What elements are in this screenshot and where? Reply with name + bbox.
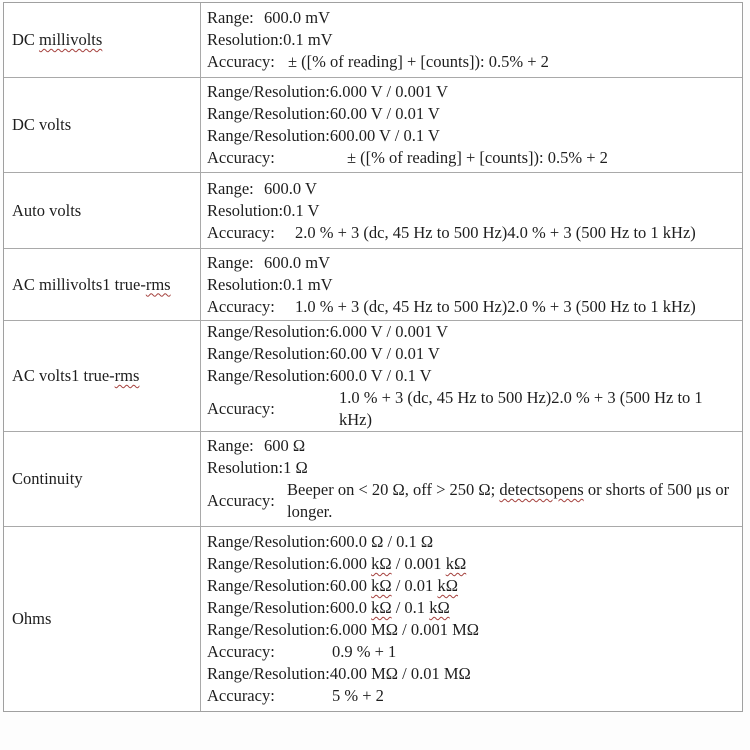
row-label-cell [4,527,201,711]
table-row-dc-volts [4,78,742,174]
row-label: Continuity [12,468,83,488]
spec-value: 600.0 kΩ / 0.1 kΩ [329,597,450,617]
spec-value: 600.0 V [264,178,317,198]
spec-key: Range/Resolution: [207,365,330,385]
spec-value: ± ([% of reading] + [counts]): 0.5% + 2 [347,148,608,168]
spec-key: Range/Resolution: [207,553,330,573]
spec-line [207,365,738,387]
spec-line [207,685,738,707]
spec-line [207,274,738,296]
spec-line [207,252,738,274]
spec-value: 600.0 mV [264,252,330,272]
spec-line [207,321,738,343]
spec-value: 600.0 Ω / 0.1 Ω [329,531,434,551]
spec-key: Accuracy: [207,148,275,168]
spec-value: 6.000 V / 0.001 V [329,82,449,102]
spec-key: Range: [207,435,254,455]
spec-key: Resolution: [207,274,284,294]
spec-value: 2.0 % + 3 (dc, 45 Hz to 500 Hz)4.0 % + 3 (500 Hz to 1 kHz) [295,222,696,242]
spec-value: ± ([% of reading] + [counts]): 0.5% + 2 [288,51,549,71]
spec-value: 1.0 % + 3 (dc, 45 Hz to 500 Hz)2.0 % + 3 (500 Hz to 1 kHz) [339,387,703,429]
table-row-ac-volts [4,321,742,432]
spec-value: 0.1 mV [283,29,333,49]
row-spec-cell [201,3,742,77]
spec-key: Resolution: [207,29,284,49]
spec-line [207,457,738,479]
spec-key: Accuracy: [207,641,275,661]
spec-line [207,296,738,318]
spec-key: Range: [207,7,254,27]
row-spec-cell [201,249,742,320]
spec-key: Resolution: [207,200,284,220]
spec-value: 40.00 MΩ / 0.01 MΩ [329,663,471,683]
spec-value: 600.00 V / 0.1 V [329,126,440,146]
spec-value: 6.000 kΩ / 0.001 kΩ [329,553,467,573]
spec-line [207,7,738,29]
spec-value: 600.0 mV [264,7,330,27]
spec-line [207,387,738,431]
spec-line [207,553,738,575]
spec-value: 6.000 MΩ / 0.001 MΩ [329,619,480,639]
spec-key: Accuracy: [207,398,275,418]
table-row-ohms [4,527,742,711]
row-label: AC millivolts1 true-rms [12,274,171,294]
row-label: Auto volts [12,200,82,220]
table-row-auto-volts [4,173,742,249]
table-row-dc-millivolts [4,3,742,78]
spec-key: Range/Resolution: [207,82,330,102]
spec-line [207,597,738,619]
spec-line [207,343,738,365]
spec-line [207,641,738,663]
spec-line [207,200,738,222]
spec-key: Range/Resolution: [207,663,330,683]
row-label: Ohms [12,608,52,628]
spec-value: 600 Ω [264,435,306,455]
row-spec-cell [201,78,742,173]
spec-key: Accuracy: [207,490,275,510]
spec-key: Range/Resolution: [207,343,330,363]
spec-key: Range/Resolution: [207,531,330,551]
spec-line [207,125,738,147]
row-label: DC volts [12,115,72,135]
spec-value: 60.00 V / 0.01 V [329,104,440,124]
row-label-cell [4,173,201,248]
spec-key: Range: [207,252,254,272]
row-spec-cell [201,432,742,526]
spec-key: Resolution: [207,457,284,477]
spec-key: Range/Resolution: [207,104,330,124]
spec-key: Accuracy: [207,51,275,71]
row-label-cell [4,78,201,173]
spec-line [207,575,738,597]
spec-value: 0.1 mV [283,274,333,294]
spec-key: Range/Resolution: [207,619,330,639]
spec-value: Beeper on < 20 Ω, off > 250 Ω; detectsopens or shorts of 500 μs or longer. [287,479,730,521]
spec-value: 0.1 V [283,200,320,220]
spec-key: Range/Resolution: [207,575,330,595]
row-spec-cell [201,527,742,711]
spec-line [207,103,738,125]
row-label-cell [4,321,201,431]
spec-line [207,29,738,51]
spec-key: Accuracy: [207,222,275,242]
spec-value: 5 % + 2 [332,685,384,705]
spec-value: 0.9 % + 1 [332,641,397,661]
spec-key: Accuracy: [207,685,275,705]
spec-key: Range: [207,178,254,198]
spec-line [207,178,738,200]
row-label-cell [4,3,201,77]
spec-key: Range/Resolution: [207,321,330,341]
spec-line [207,222,738,244]
spec-line [207,479,738,523]
spec-line [207,147,738,169]
spec-value: 600.0 V / 0.1 V [329,365,432,385]
spec-line [207,619,738,641]
spec-line [207,435,738,457]
spec-value: 1 Ω [283,457,308,477]
row-label: DC millivolts [12,29,103,49]
row-label-cell [4,432,201,526]
spec-line [207,51,738,73]
row-spec-cell [201,321,742,431]
row-label-cell [4,249,201,320]
row-spec-cell [201,173,742,248]
spec-key: Range/Resolution: [207,597,330,617]
spec-value: 60.00 V / 0.01 V [329,343,440,363]
spec-value: 1.0 % + 3 (dc, 45 Hz to 500 Hz)2.0 % + 3 (500 Hz to 1 kHz) [295,296,696,316]
table-row-continuity [4,432,742,527]
spec-key: Accuracy: [207,296,275,316]
spec-line [207,81,738,103]
row-label: AC volts1 true-rms [12,365,140,385]
spec-value: 60.00 kΩ / 0.01 kΩ [329,575,458,595]
spec-line [207,531,738,553]
table-row-ac-millivolts [4,249,742,321]
spec-line [207,663,738,685]
multimeter-spec-table [3,2,743,712]
spec-key: Range/Resolution: [207,126,330,146]
spec-value: 6.000 V / 0.001 V [329,321,449,341]
